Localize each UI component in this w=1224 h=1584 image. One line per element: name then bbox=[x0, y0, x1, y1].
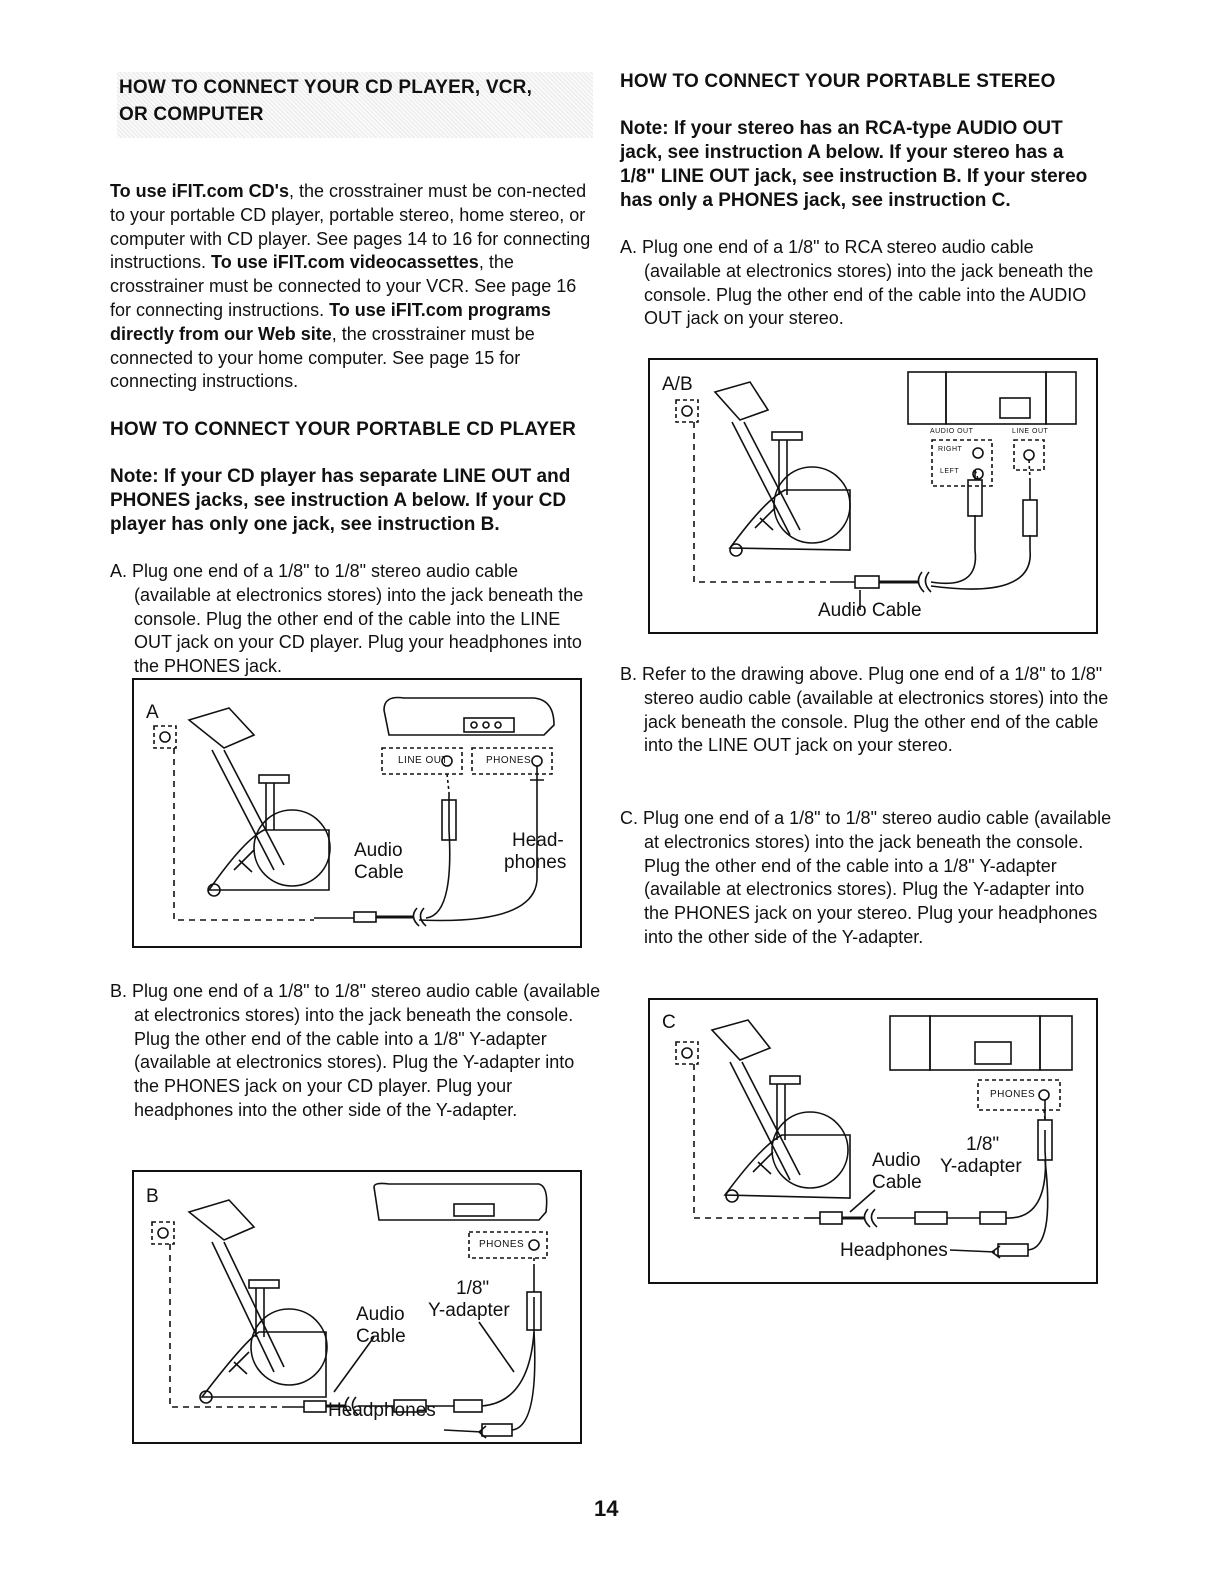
figure-a-head: Head- bbox=[512, 830, 564, 851]
figure-c-audio: Audio bbox=[872, 1150, 921, 1171]
stereo-step-c: C. Plug one end of a 1/8" to 1/8" stereo audio cable (available at electronics stores) into the jack beneath the console. Plug the other end of the cable into a 1/8" Y-adapter (available at electronics stores). Plug the Y-adapter into the PHONES jack on your stereo. Plug your headphones into the other side of the Y-adapter. bbox=[620, 808, 1112, 947]
figure-a-phones-label: phones bbox=[504, 852, 567, 873]
figure-b-phones: PHONES bbox=[479, 1239, 525, 1250]
figure-a-phones: PHONES bbox=[486, 755, 532, 766]
figure-b-yadapter: Y-adapter bbox=[428, 1300, 510, 1321]
stereo-note: Note: If your stereo has an RCA-type AUDIO OUT jack, see instruction A below. If your stereo has a 1/8" LINE OUT jack, see instruction B. If your stereo has only a PHONES jack, see instruction C. bbox=[620, 118, 1088, 211]
cd-player-note: Note: If your CD player has separate LINE OUT and PHONES jacks, see instruction A below. If your CD player has only one jack, see instruction B. bbox=[110, 466, 571, 535]
figure-a bbox=[132, 678, 582, 948]
figure-c-letter: C bbox=[662, 1012, 676, 1033]
figure-a-letter: A bbox=[146, 702, 159, 723]
figure-a-cable: Cable bbox=[354, 862, 404, 883]
section-title-line2: OR COMPUTER bbox=[119, 104, 264, 125]
cd-step-b: B. Plug one end of a 1/8" to 1/8" stereo audio cable (available at electronics stores) into the jack beneath the console. Plug the other end of the cable into a 1/8" Y-adapter (available at electronics stores). Plug the Y-adapter into the PHONES jack on your CD player. Plug your headphones into the other side of the Y-adapter. bbox=[110, 981, 601, 1120]
figure-ab-drawing bbox=[650, 360, 1096, 632]
intro-bold-1: To use iFIT.com CD's bbox=[110, 181, 289, 201]
cd-step-a: A. Plug one end of a 1/8" to 1/8" stereo audio cable (available at electronics stores) into the jack beneath the console. Plug the other end of the cable into the LINE OUT jack on your CD player. Plug your headphones into the PHONES jack. bbox=[110, 561, 584, 677]
cd-player-heading: HOW TO CONNECT YOUR PORTABLE CD PLAYER bbox=[110, 419, 577, 440]
page-number: 14 bbox=[594, 1496, 619, 1521]
figure-c-phones: PHONES bbox=[990, 1089, 1036, 1100]
figure-ab bbox=[648, 358, 1098, 634]
figure-c-headphones: Headphones bbox=[840, 1240, 948, 1261]
intro-bold-2: To use iFIT.com videocassettes bbox=[211, 252, 479, 273]
figure-ab-audio-out: AUDIO OUT bbox=[930, 428, 974, 435]
intro-text-3: , the crosstrainer must be connected to your home computer. See page 15 for connecting instructions. bbox=[110, 323, 535, 392]
figure-a-line-out: LINE OUT bbox=[398, 755, 449, 766]
intro-bold-3: To use iFIT.com programs directly from our Web site bbox=[110, 299, 551, 344]
figure-c-yadapter: Y-adapter bbox=[940, 1156, 1022, 1177]
intro-text-2: , the crosstrainer must be connected to your VCR. See page 16 for connecting instructions. bbox=[110, 252, 577, 320]
figure-ab-right: RIGHT bbox=[938, 446, 963, 453]
figure-b-cable: Cable bbox=[356, 1326, 406, 1347]
figure-b-size: 1/8" bbox=[456, 1278, 490, 1299]
figure-ab-letter: A/B bbox=[662, 374, 693, 395]
figure-c-cable: Cable bbox=[872, 1172, 922, 1193]
stereo-heading: HOW TO CONNECT YOUR PORTABLE STEREO bbox=[620, 71, 1056, 92]
figure-ab-audio-cable: Audio Cable bbox=[818, 600, 922, 621]
figure-b-headphones: Headphones bbox=[328, 1400, 436, 1421]
figure-b bbox=[132, 1170, 582, 1444]
figure-a-audio: Audio bbox=[354, 840, 403, 861]
figure-b-letter: B bbox=[146, 1186, 159, 1207]
intro-paragraph bbox=[110, 180, 592, 394]
figure-c-size: 1/8" bbox=[966, 1134, 1000, 1155]
figure-c bbox=[648, 998, 1098, 1284]
figure-ab-left: LEFT bbox=[940, 468, 960, 475]
figure-b-audio: Audio bbox=[356, 1304, 405, 1325]
figure-ab-line-out: LINE OUT bbox=[1012, 428, 1049, 435]
stereo-step-a: A. Plug one end of a 1/8" to RCA stereo audio cable (available at electronics stores) into the jack beneath the console. Plug the other end of the cable into the AUDIO OUT jack on your stereo. bbox=[620, 237, 1094, 329]
section-title-line1: HOW TO CONNECT YOUR CD PLAYER, VCR, bbox=[119, 77, 533, 98]
intro-text-1: , the crosstrainer must be con-nected to your portable CD player, portable stereo, home stereo, or computer with CD player. See pages 14 to 16 for connecting instructions. bbox=[110, 181, 591, 273]
section-title bbox=[117, 72, 593, 138]
stereo-step-b: B. Refer to the drawing above. Plug one end of a 1/8" to 1/8" stereo audio cable (available at electronics stores) into the jack beneath the console. Plug the other end of the cable into the LINE OUT jack on your stereo. bbox=[620, 664, 1109, 756]
figure-a-drawing bbox=[134, 680, 580, 946]
